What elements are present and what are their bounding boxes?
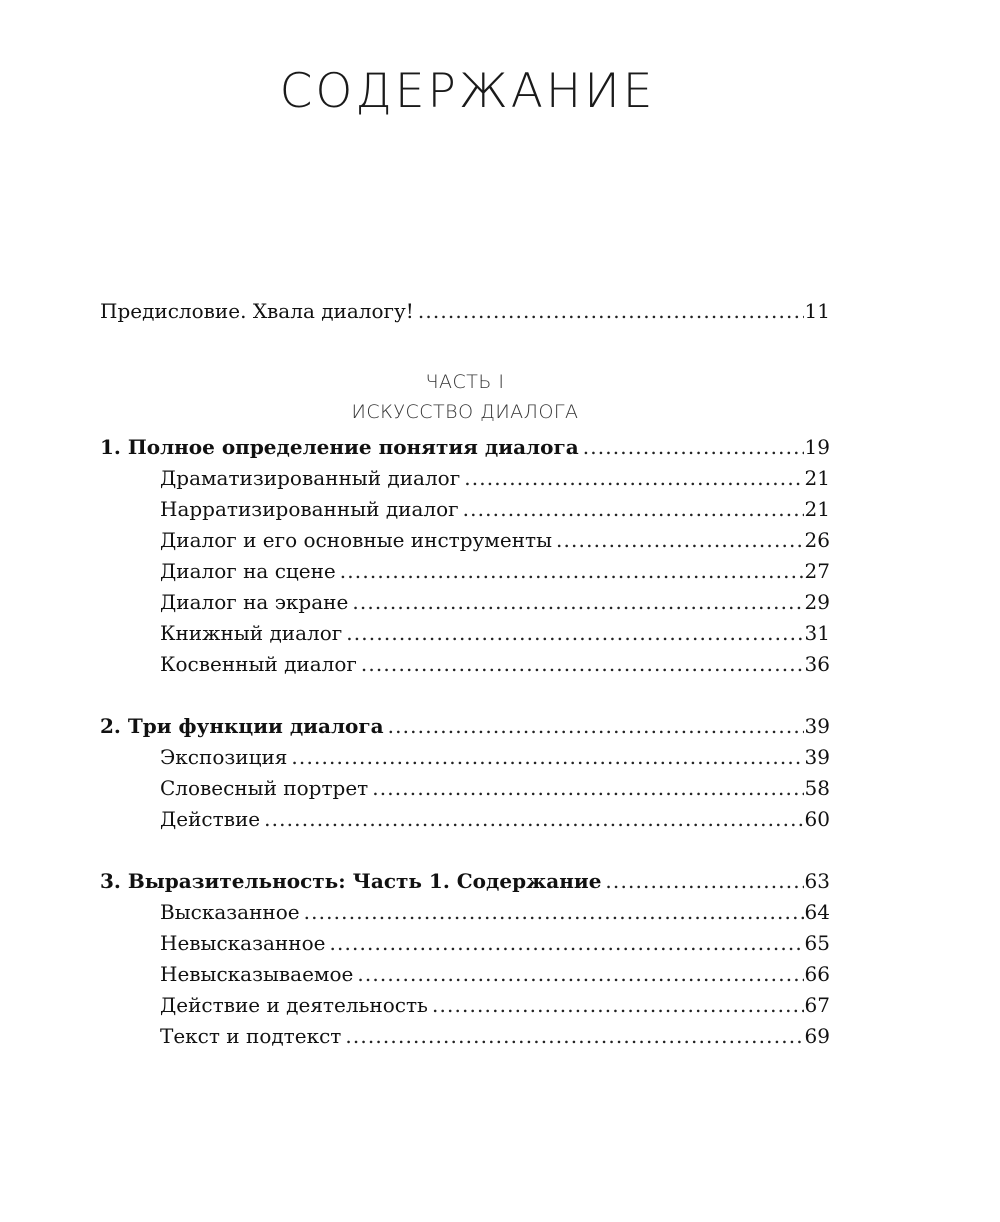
toc-section[interactable] — [100, 618, 830, 649]
toc-entry-label: Предисловие. Хвала диалогу! — [100, 299, 414, 323]
dot-leader — [304, 897, 804, 928]
toc-entry-page: 11 — [804, 299, 830, 323]
toc-section-page: 65 — [804, 931, 830, 955]
toc-section-label: Высказанное — [160, 900, 300, 924]
toc-section-page: 67 — [804, 993, 830, 1017]
toc-section-page: 27 — [804, 559, 830, 583]
dot-leader — [329, 928, 803, 959]
dot-leader — [264, 804, 803, 835]
toc-chapter-page: 19 — [804, 435, 830, 459]
toc-chapter[interactable] — [100, 711, 830, 742]
spacer — [100, 680, 830, 711]
dot-leader — [352, 587, 803, 618]
toc-section[interactable] — [100, 494, 830, 525]
toc-section[interactable] — [100, 649, 830, 680]
part-heading — [100, 367, 830, 427]
page-title: СОДЕРЖАНИЕ — [279, 64, 656, 119]
toc-section-page: 39 — [804, 745, 830, 769]
toc-section-page: 69 — [804, 1024, 830, 1048]
toc-section-label: Действие и деятельность — [160, 993, 428, 1017]
toc-section-page: 26 — [804, 528, 830, 552]
toc-section-page: 64 — [804, 900, 830, 924]
toc-entry-preface[interactable] — [100, 296, 830, 327]
dot-leader — [340, 556, 804, 587]
dot-leader — [418, 296, 804, 327]
toc-section[interactable] — [100, 1021, 830, 1052]
toc-section[interactable] — [100, 525, 830, 556]
toc-chapter-label: 3. Выразительность: Часть 1. Содержание — [100, 869, 602, 893]
toc-section-label: Невысказанное — [160, 931, 326, 955]
toc-section-label: Книжный диалог — [160, 621, 343, 645]
toc-chapter[interactable] — [100, 866, 830, 897]
toc-section[interactable] — [100, 773, 830, 804]
toc-section[interactable] — [100, 463, 830, 494]
toc-section-page: 60 — [804, 807, 830, 831]
toc-section[interactable] — [100, 587, 830, 618]
dot-leader — [432, 990, 804, 1021]
part-number: ЧАСТЬ I — [425, 371, 505, 393]
toc-chapter-label: 2. Три функции диалога — [100, 714, 384, 738]
toc-section-label: Диалог на экране — [160, 590, 349, 614]
toc-section-label: Косвенный диалог — [160, 652, 357, 676]
toc-section-page: 58 — [804, 776, 830, 800]
dot-leader — [291, 742, 803, 773]
toc-section-page: 36 — [804, 652, 830, 676]
toc-section[interactable] — [100, 804, 830, 835]
toc-section-label: Невысказываемое — [160, 962, 354, 986]
dot-leader — [345, 1021, 803, 1052]
toc-chapter-page: 63 — [804, 869, 830, 893]
toc-section-label: Экспозиция — [160, 745, 288, 769]
toc-section-page: 29 — [804, 590, 830, 614]
dot-leader — [388, 711, 804, 742]
toc-section[interactable] — [100, 742, 830, 773]
toc-section[interactable] — [100, 928, 830, 959]
toc-section-page: 31 — [804, 621, 830, 645]
toc-chapter[interactable] — [100, 432, 830, 463]
toc-section[interactable] — [100, 897, 830, 928]
toc-section-label: Диалог и его основные инструменты — [160, 528, 553, 552]
dot-leader — [556, 525, 804, 556]
toc-section-page: 66 — [804, 962, 830, 986]
toc-chapter-page: 39 — [804, 714, 830, 738]
toc-section-label: Словесный портрет — [160, 776, 369, 800]
toc-section[interactable] — [100, 556, 830, 587]
spacer — [100, 835, 830, 866]
toc-section-label: Нарратизированный диалог — [160, 497, 459, 521]
dot-leader — [361, 649, 804, 680]
toc-section-label: Диалог на сцене — [160, 559, 336, 583]
toc-section-page: 21 — [804, 466, 830, 490]
toc-section-page: 21 — [804, 497, 830, 521]
dot-leader — [372, 773, 803, 804]
toc-chapter-label: 1. Полное определение понятия диалога — [100, 435, 579, 459]
toc-section[interactable] — [100, 959, 830, 990]
dot-leader — [583, 432, 804, 463]
toc-section-label: Драматизированный диалог — [160, 466, 461, 490]
dot-leader — [346, 618, 803, 649]
dot-leader — [463, 494, 804, 525]
toc-section-label: Текст и подтекст — [160, 1024, 342, 1048]
dot-leader — [357, 959, 803, 990]
table-of-contents — [100, 296, 830, 1052]
dot-leader — [464, 463, 803, 494]
toc-section[interactable] — [100, 990, 830, 1021]
dot-leader — [605, 866, 803, 897]
part-name: ИСКУССТВО ДИАЛОГА — [351, 401, 579, 423]
toc-section-label: Действие — [160, 807, 261, 831]
